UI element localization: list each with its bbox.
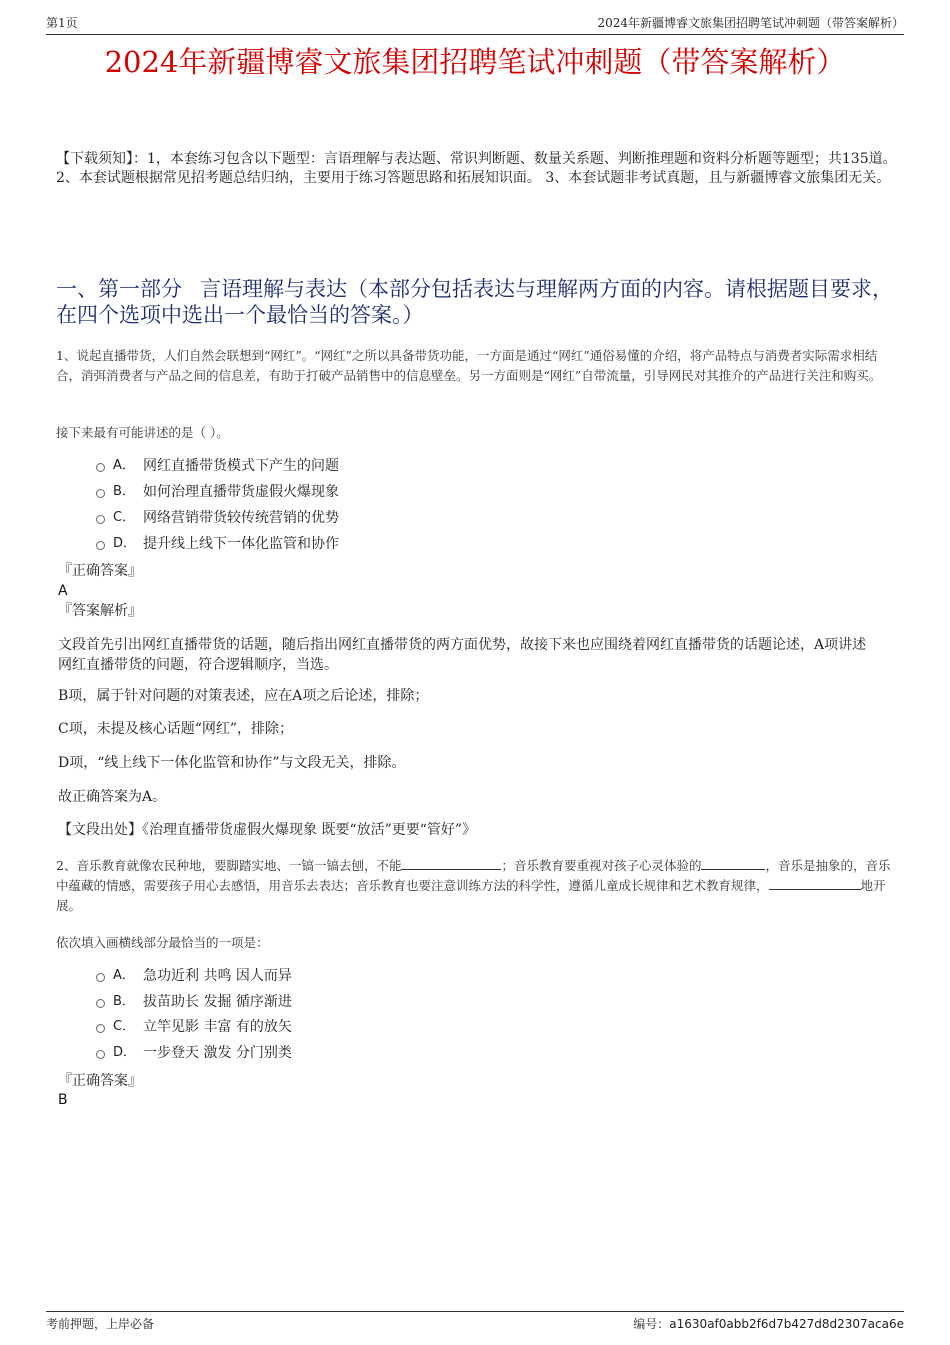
radio-icon[interactable] (96, 1050, 105, 1059)
footer-slogan: 考前押题，上岸必备 (46, 1317, 155, 1331)
question-1-prompt: 接下来最有可能讲述的是（ ）。 (56, 425, 229, 440)
page-number: 第1页 (46, 16, 78, 30)
source-citation: 【文段出处】《治理直播带货虚假火爆现象 既要“放活”更要“管好”》 (58, 822, 477, 838)
radio-icon[interactable] (96, 541, 105, 550)
document-title: 2024年新疆博睿文旅集团招聘笔试冲刺题（带答案解析） (104, 45, 846, 79)
question-2-option-c[interactable]: C． 立竿见影 丰富 有的放矢 (96, 1016, 292, 1038)
radio-icon[interactable] (96, 1024, 105, 1033)
question-2-option-d[interactable]: D． 一步登天 激发 分门别类 (96, 1042, 292, 1064)
fill-blank[interactable] (401, 856, 501, 870)
question-1-answer: A (58, 583, 68, 599)
section-description: 言语理解与表达（本部分包括表达与理解两方面的内容。请根据题目要求，在四个选项中选出一个最恰当的答案。） (56, 277, 893, 327)
question-1-option-c[interactable]: C． 网络营销带货较传统营销的优势 (96, 507, 339, 529)
section-number: 一、第一部分 (56, 277, 182, 301)
page-footer (46, 1311, 904, 1334)
question-2-prompt: 依次填入画横线部分最恰当的一项是： (56, 935, 269, 950)
fill-blank[interactable] (701, 856, 765, 870)
question-1-option-b[interactable]: B． 如何治理直播带货虚假火爆现象 (96, 481, 339, 503)
analysis-paragraph: D项，“线上线下一体化监管和协作”与文段无关，排除。 (58, 755, 406, 771)
question-2-answer: B (58, 1092, 68, 1108)
question-2-option-b[interactable]: B． 拔苗助长 发掘 循序渐进 (96, 991, 292, 1013)
question-1-analysis-label: 『答案解析』 (58, 603, 142, 619)
radio-icon[interactable] (96, 489, 105, 498)
question-1-option-a[interactable]: A． 网红直播带货模式下产生的问题 (96, 455, 339, 477)
analysis-paragraph: 文段首先引出网红直播带货的话题，随后指出网红直播带货的两方面优势，故接下来也应围绕着网红直播带货的话题论述，A项讲述网红直播带货的问题，符合逻辑顺序，当选。 (58, 637, 867, 673)
download-notice: 【下载须知】：1，本套练习包含以下题型：言语理解与表达题、常识判断题、数量关系题、判断推理题和资料分析题等题型；共135道。 2、本套试题根据常见招考题总结归纳，主要用于练习答题思路和拓展知识面。 3、本套试题非考试真题，且与新疆博睿文旅集团无关。 (56, 151, 897, 186)
analysis-paragraph: 故正确答案为A。 (58, 789, 167, 805)
question-2-text: 2、音乐教育就像农民种地，要脚踏实地、一镐一镐去刨，不能 ；音乐教育要重视对孩子心灵体验的 ，音乐是抽象的，音乐中蕴藏的情感，需要孩子用心去感悟，用音乐去表达；音乐教育也要注意训练方法的科学性，遵循儿童成长规律和艺术教育规律， 地开展。 (56, 858, 891, 913)
question-1-answer-label: 『正确答案』 (58, 563, 142, 579)
question-2-option-a[interactable]: A． 急功近利 共鸣 因人而异 (96, 965, 292, 987)
radio-icon[interactable] (96, 463, 105, 472)
question-1-option-d[interactable]: D． 提升线上线下一体化监管和协作 (96, 533, 339, 555)
fill-blank[interactable] (769, 876, 861, 890)
page-header (46, 14, 904, 35)
analysis-paragraph: B项，属于针对问题的对策表述，应在A项之后论述，排除； (58, 688, 429, 704)
footer-code: 编号：a1630af0abb2f6d7b427d8d2307aca6e (633, 1317, 904, 1331)
analysis-paragraph: C项，未提及核心话题“网红”，排除； (58, 721, 294, 737)
question-2-answer-label: 『正确答案』 (58, 1073, 142, 1089)
section-heading (56, 276, 906, 328)
radio-icon[interactable] (96, 999, 105, 1008)
question-1-text: 1、说起直播带货，人们自然会联想到“网红”。“网红”之所以具备带货功能，一方面是通过“网红”通俗易懂的介绍，将产品特点与消费者实际需求相结合，消弭消费者与产品之间的信息差，有助于打破产品销售中的信息壁垒。另一方面则是“网红”自带流量，引导网民对其推介的产品进行关注和购买。 (56, 348, 882, 383)
header-doc-name: 2024年新疆博睿文旅集团招聘笔试冲刺题（带答案解析） (597, 16, 904, 30)
radio-icon[interactable] (96, 973, 105, 982)
radio-icon[interactable] (96, 515, 105, 524)
